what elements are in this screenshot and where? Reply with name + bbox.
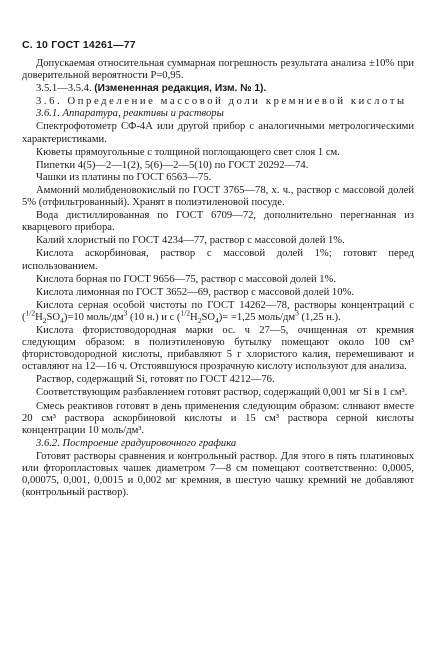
sulfuric-text-e: (10 н.) и с ( (127, 311, 181, 323)
page-header (22, 39, 136, 51)
sulfuric-text-d: )=10 моль/дм (63, 311, 124, 323)
paragraph-cuvettes: Кюветы прямоугольные с толщиной поглощающего свет слоя 1 см. (36, 146, 340, 158)
subsection-calibration: 3.6.2. Построение градуировочного графика (36, 437, 237, 449)
subsection-equipment: 3.6.1. Аппаратура, реактивы и растворы (36, 108, 224, 120)
paragraph-sulfuric (22, 300, 414, 324)
formula-h-2: H (190, 311, 198, 323)
paragraph-si-solution: Раствор, содержащий Si, готовят по ГОСТ 4212—76. (36, 374, 275, 386)
superscript-3b: 3 (295, 308, 299, 318)
sulfuric-text-a: Кислота серная особой чистоты по ГОСТ 14262—78, растворы концентраций с ( (22, 299, 414, 323)
paragraph-error: Допускаемая относительная суммарная погрешность результата анализа ±10% при доверительной вероятности P=0,95. (22, 58, 414, 82)
standard-code: ГОСТ 14261—77 (51, 39, 136, 51)
paragraph-citric: Кислота лимонная по ГОСТ 3652—69, раствор с массовой долей 10%. (36, 286, 354, 298)
paragraph-reagent-mix: Смесь реактивов готовят в день применения следующим образом: слнвают вместе 20 см³ раствора аскорбиновой кислоты и 15 см³ раствора серной кислоты концентрации 10 моль/дм³. (22, 400, 414, 436)
paragraph-boric: Кислота борная по ГОСТ 9656—75, раствор с массовой долей 1%. (36, 273, 337, 285)
revision-note: (Измененная редакция, Изм. № 1). (94, 83, 267, 95)
formula-so-2: SO (201, 311, 215, 323)
paragraph-dishes: Чашки из платины по ГОСТ 6563—75. (36, 171, 212, 183)
paragraph-water: Вода дистиллированная по ГОСТ 6709—72, дополнительно перегнанная из кварцевого прибора. (22, 210, 414, 234)
fraction-half: 1/2 (25, 308, 36, 318)
superscript-3: 3 (123, 308, 128, 318)
formula-h: H (35, 311, 43, 323)
paragraph-ascorbic: Кислота аскорбиновая, раствор с массовой долей 1%; готовят перед использованием. (22, 248, 414, 272)
document-body (22, 58, 414, 500)
subscript-2b: 2 (197, 315, 202, 325)
paragraph-reference-solutions: Готовят растворы сравнения и контрольный раствор. Для этого в пять платиновых или фторопластовых чашек диаметром 7—8 см помещают соответственно: 0,0005, 0,00075, 0,001, 0,0015 и 0,002 мг кремния, в шестую чашку кремний не добавляют (контрольный раствор). (22, 450, 414, 499)
paragraph-pipettes: Пипетки 4(5)—2—1(2), 5(6)—2—5(10) по ГОСТ 20292—74. (36, 159, 309, 171)
clause-range: 3.5.1—3.5.4. (36, 83, 92, 95)
paragraph-kcl: Калий хлористый по ГОСТ 4234—77, раствор с массовой долей 1%. (36, 235, 345, 247)
paragraph-spectrophotometer: Спектрофотометр СФ-4А или другой прибор с аналогичными метрологическими характеристиками. (22, 121, 414, 145)
paragraph-ammonium: Аммоний молибденовокислый по ГОСТ 3765—78, х. ч., раствор с массовой долей 5% (отфильтрованный). Хранят в полиэтиленовой посуде. (22, 184, 414, 209)
page-number: С. 10 (22, 39, 49, 51)
formula-so: SO (46, 311, 61, 323)
fraction-half-2: 1/2 (180, 308, 191, 318)
sulfuric-text-f: )= =1,25 моль/дм (218, 311, 296, 323)
paragraph-dilution: Соответствующим разбавлением готовят раствор, содержащий 0,001 мг Si в 1 см³. (36, 387, 408, 399)
sulfuric-text-g: (1,25 н.). (298, 311, 341, 323)
subscript-4: 4 (60, 315, 64, 325)
subscript-2: 2 (42, 315, 47, 325)
paragraph-revision (22, 83, 414, 95)
paragraph-hf: Кислота фтористоводородная марки ос. ч 27—5, очищенная от кремния следующим образом: в полиэтиленовую бутылку помещают около 100 см³ фтористоводородной кислоты, прибавляют 5 г хлористого калия, перемешивают и оставляют на 12—16 ч. Отстоявшуюся прозрачную кислоту используют для анализа. (22, 324, 414, 373)
subscript-4b: 4 (215, 315, 219, 325)
section-title: 3.6. Определение массовой доли кремниевой кислоты (36, 96, 407, 108)
